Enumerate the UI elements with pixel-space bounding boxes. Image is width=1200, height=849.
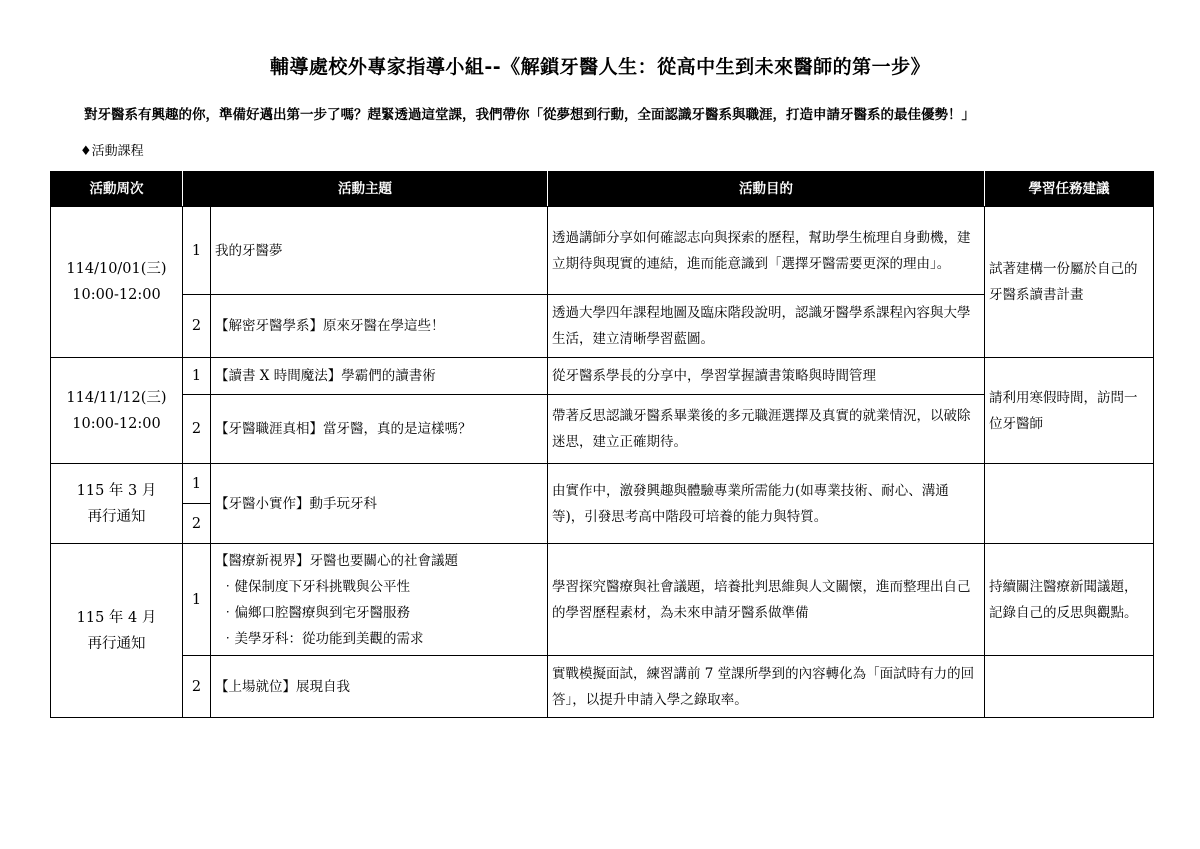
topic-cell: 【上場就位】展現自我 — [211, 656, 548, 718]
header-week: 活動周次 — [51, 172, 183, 207]
session-number: 2 — [183, 295, 211, 358]
topic-cell: 我的牙醫夢 — [211, 207, 548, 295]
course-schedule-table — [50, 171, 1154, 718]
topic-title: 【醫療新視界】牙醫也要關心的社會議題 — [215, 552, 458, 569]
topic-cell: 【牙醫小實作】動手玩牙科 — [211, 464, 548, 544]
task-cell: 持續關注醫療新聞議題，記錄自己的反思與觀點。 — [985, 544, 1154, 656]
session-number: 1 — [183, 544, 211, 656]
purpose-cell: 透過大學四年課程地圖及臨床階段說明，認識牙醫學系課程內容與大學生活，建立清晰學習藍圖。 — [548, 295, 985, 358]
purpose-cell: 從牙醫系學長的分享中，學習掌握讀書策略與時間管理 — [548, 358, 985, 395]
topic-cell: 【牙醫職涯真相】當牙醫，真的是這樣嗎？ — [211, 395, 548, 464]
task-cell: 試著建構一份屬於自己的牙醫系讀書計畫 — [985, 207, 1154, 358]
date-cell — [51, 464, 183, 544]
notice-line: 再行通知 — [87, 508, 146, 525]
header-topic: 活動主題 — [183, 172, 548, 207]
topic-cell: 【讀書 X 時間魔法】學霸們的讀書術 — [211, 358, 548, 395]
section-label: ♦活動課程 — [80, 144, 144, 159]
session-number: 2 — [183, 656, 211, 718]
topic-cell: 【解密牙醫學系】原來牙醫在學這些！ — [211, 295, 548, 358]
intro-text: 對牙醫系有興趣的你，準備好邁出第一步了嗎？趕緊透過這堂課，我們帶你「從夢想到行動，全面認識牙醫系與職涯，打造申請牙醫系的最佳優勢！」 — [84, 107, 975, 123]
topic-bullet: ‧健保制度下牙科挑戰與公平性 — [221, 578, 410, 595]
date-cell — [51, 544, 183, 718]
session-number: 1 — [183, 358, 211, 395]
header-purpose: 活動目的 — [548, 172, 985, 207]
purpose-cell: 學習探究醫療與社會議題，培養批判思維與人文關懷，進而整理出自己的學習歷程素材，為未來申請牙醫系做準備 — [548, 544, 985, 656]
table-header-row — [51, 172, 1154, 207]
page-title: 輔導處校外專家指導小組--《解鎖牙醫人生：從高中生到未來醫師的第一步》 — [269, 56, 931, 78]
task-cell-empty — [985, 656, 1154, 718]
topic-bullet: ‧美學牙科：從功能到美觀的需求 — [221, 630, 424, 647]
topic-bullet: ‧偏鄉口腔醫療與到宅牙醫服務 — [221, 604, 410, 621]
time-line: 10:00-12:00 — [72, 287, 161, 303]
date-line: 114/10/01(三) — [66, 261, 167, 277]
table-row — [51, 656, 1154, 718]
task-cell: 請利用寒假時間，訪問一位牙醫師 — [985, 358, 1154, 464]
date-line: 115 年 3 月 — [76, 482, 157, 499]
date-line: 114/11/12(三) — [66, 389, 167, 406]
table-row — [51, 544, 1154, 656]
header-task: 學習任務建議 — [985, 172, 1154, 207]
session-number: 1 — [183, 464, 211, 504]
purpose-cell: 透過講師分享如何確認志向與探索的歷程，幫助學生梳理自身動機，建立期待與現實的連結，進而能意識到「選擇牙醫需要更深的理由」。 — [548, 207, 985, 295]
date-cell — [51, 358, 183, 464]
table-row — [51, 207, 1154, 295]
purpose-cell: 由實作中，激發興趣與體驗專業所需能力(如專業技術、耐心、溝通等)，引發思考高中階段可培養的能力與特質。 — [548, 464, 985, 544]
notice-line: 再行通知 — [87, 635, 146, 652]
session-number: 2 — [183, 395, 211, 464]
task-cell — [985, 464, 1154, 544]
date-cell — [51, 207, 183, 358]
topic-cell — [211, 544, 548, 656]
purpose-cell: 帶著反思認識牙醫系畢業後的多元職涯選擇及真實的就業情況，以破除迷思，建立正確期待。 — [548, 395, 985, 464]
table-row — [51, 464, 1154, 504]
time-line: 10:00-12:00 — [72, 415, 161, 432]
session-number: 1 — [183, 207, 211, 295]
date-line: 115 年 4 月 — [76, 609, 157, 626]
table-row — [51, 358, 1154, 395]
session-number: 2 — [183, 504, 211, 544]
purpose-cell: 實戰模擬面試，練習講前 7 堂課所學到的內容轉化為「面試時有力的回答」，以提升申請入學之錄取率。 — [548, 656, 985, 718]
